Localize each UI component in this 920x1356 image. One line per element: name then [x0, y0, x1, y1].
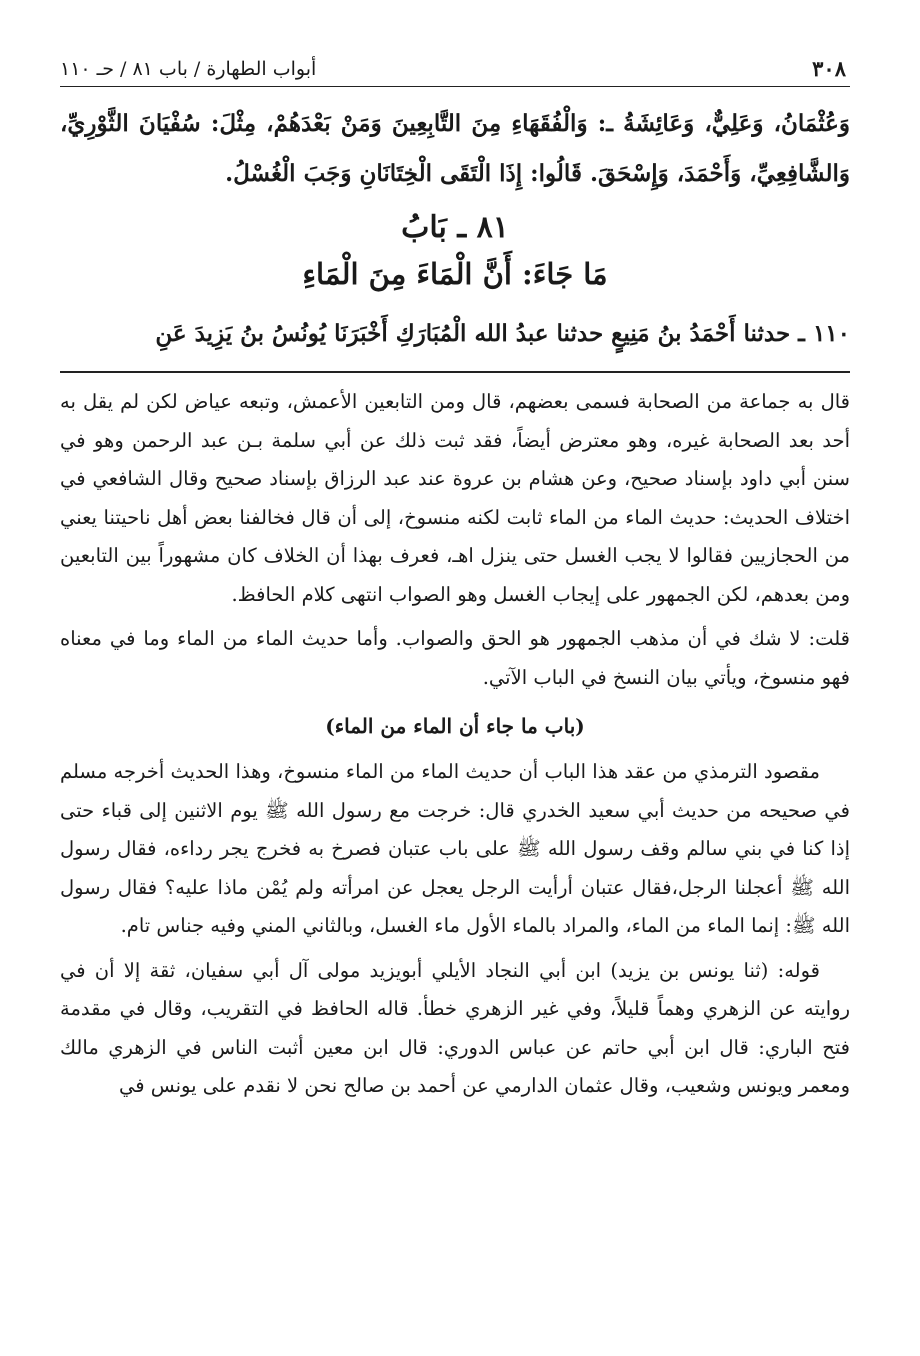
commentary-section [60, 383, 850, 1106]
running-title: أبواب الطهارة / باب ٨١ / حـ ١١٠ [60, 58, 317, 80]
page-number: ٣٠٨ [812, 56, 846, 81]
running-header [60, 56, 850, 87]
commentary-paragraph-3: مقصود الترمذي من عقد هذا الباب أن حديث الماء من الماء منسوخ، وهذا الحديث أخرجه مسلم في صحيحه من حديث أبي سعيد الخدري قال: خرجت مع رسول الله ﷺ يوم الاثنين إلى قباء حتى إذا كنا في بني سالم وقف رسول الله ﷺ على باب عتبان فصرخ به فخرج يجر رداءه، فقال رسول الله ﷺ أعجلنا الرجل،فقال عتبان أرأيت الرجل يعجل عن امرأته ولم يُمْن ماذا عليه؟ فقال رسول الله ﷺ: إنما الماء من الماء، والمراد بالماء الأول ماء الغسل، وبالثاني المني وفيه جناس تام. [60, 760, 850, 937]
book-page [60, 56, 850, 1112]
chapter-title: مَا جَاءَ: أَنَّ الْمَاءَ مِنَ الْمَاءِ [302, 257, 608, 291]
hadith-text: ١١٠ ـ حدثنا أَحْمَدُ بنُ مَنِيعٍ حدثنا عبدُ الله الْمُبَارَكِ أَخْبَرَنَا يُونُسُ بنُ يَزِيدَ عَنِ [155, 320, 850, 347]
commentary-paragraph-4: قوله: (ثنا يونس بن يزيد) ابن أبي النجاد الأيلي أبويزيد مولى آل أبي سفيان، ثقة إلا أن في روايته عن الزهري وهماً قليلاً، وفي غير الزهري خطأ. قاله الحافظ في التقريب، وقال في مقدمة فتح الباري: قال ابن أبي حاتم عن عباس الدوري: قال ابن معين أثبت الناس في الزهري مالك ومعمر ويونس وشعيب، وقال عثمان الدارمي عن أحمد بن صالح نحن لا نقدم على يونس في [60, 958, 850, 1097]
chapter-number: ٨١ ـ بَابُ [401, 210, 509, 245]
main-text-continuation: وَعُثْمَانُ، وَعَلِيٌّ، وَعَائِشَةُ ـ: وَالْفُقَهَاءِ مِنَ التَّابِعِينَ وَمَنْ بَعْدَهُمْ، مِثْلَ: سُفْيَانَ الثَّوْرِيِّ، وَالشَّافِعِيِّ، وَأَحْمَدَ، وَإِسْحَقَ. قَالُوا: إِذَا الْتَقَى الْخِتَانَانِ وَجَبَ الْغُسْلُ. [60, 110, 850, 187]
commentary-sub-heading: (باب ما جاء أن الماء من الماء) [325, 714, 585, 738]
commentary-paragraph-1: قال به جماعة من الصحابة فسمى بعضهم، قال ومن التابعين الأعمش، وتبعه عياض لكن لم يقل به أحد بعد الصحابة غيره، وهو معترض أيضاً، فقد ثبت ذلك عن أبي سلمة بـن عبد الرحمن وهو في سنن أبي داود بإسناد صحيح، وعن هشام بن عروة عند عبد الرزاق بإسناد صحيح وقال الشافعي في اختلاف الحديث: حديث الماء من الماء ثابت لكنه منسوخ، إلى أن قال فخالفنا بعض أهل ناحيتنا يعني من الحجازيين فقالوا لا يجب الغسل حتى ينزل اهـ، فعرف بهذا أن الخلاف كان مشهوراً بين التابعين ومن بعدهم، لكن الجمهور على إيجاب الغسل وهو الصواب انتهى كلام الحافظ. [60, 390, 850, 606]
commentary-paragraph-2: قلت: لا شك في أن مذهب الجمهور هو الحق والصواب. وأما حديث الماء من الماء وما في معناه فهو منسوخ، ويأتي بيان النسخ في الباب الآتي. [60, 627, 850, 689]
footnote-divider [60, 371, 850, 373]
